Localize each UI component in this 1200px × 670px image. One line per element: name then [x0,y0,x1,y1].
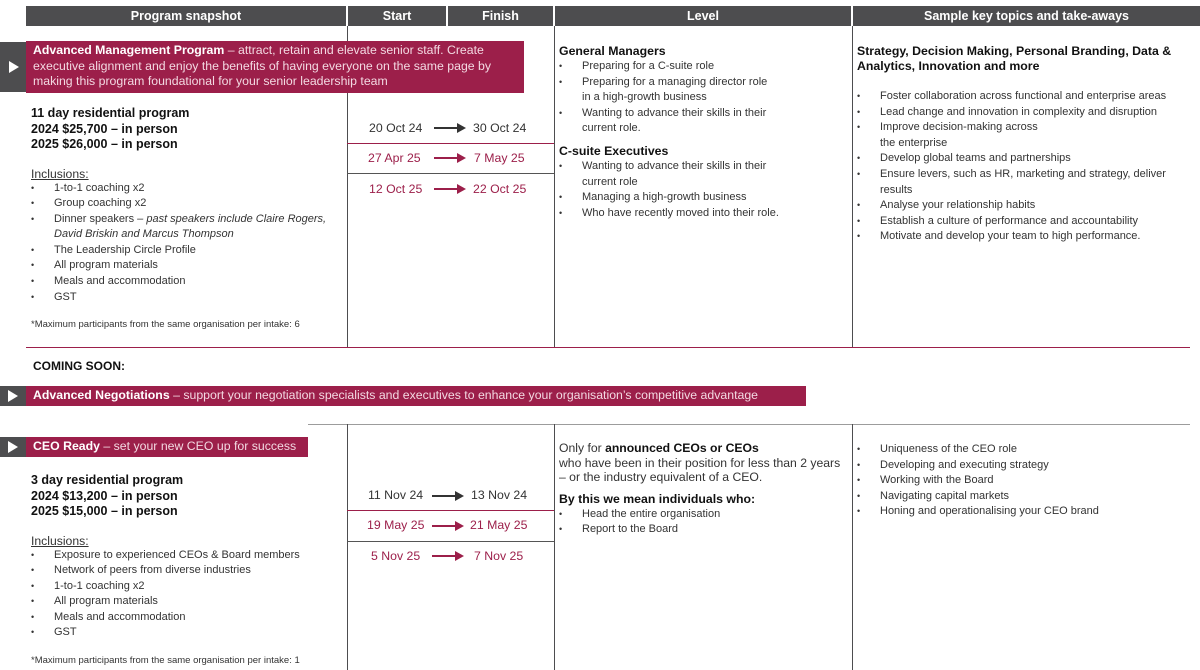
level-list [559,159,849,221]
ceo-tagline: – set your new CEO up for success [99,439,297,453]
coming-soon-label: COMING SOON: [33,359,125,373]
ceo-level [559,441,847,538]
amp-topics [857,44,1177,245]
amp-inclusions-list [31,181,343,306]
date-divider [347,510,554,511]
ceo-finish-date: 13 Nov 24 [471,488,528,502]
amp-price-2024: 2024 $25,700 – in person [31,121,178,136]
section-divider [308,424,1190,425]
list-item: • Head the entire organisation [559,507,847,523]
ceo-inclusions-heading: Inclusions: [31,533,89,548]
arrow-icon [434,188,466,190]
list-item: • Meals and accommodation [31,610,343,626]
amp-start-date: 20 Oct 24 [369,121,423,135]
play-icon [8,441,18,453]
level-list [559,59,849,137]
ceo-title-bar [26,437,308,457]
list-item: • Preparing for a C-suite role [559,59,849,75]
arrow-icon [432,495,464,497]
amp-note: *Maximum participants from the same organisation per intake: 6 [31,319,300,330]
list-item: • Report to the Board [559,522,847,538]
topics-list [857,89,1177,245]
list-item: • Who have recently moved into their role. [559,206,849,222]
column-divider [554,424,555,670]
list-item: • Developing and executing strategy [857,458,1177,474]
list-item: • Dinner speakers – past speakers include Claire Rogers, David Briskin and Marcus Thompson [31,212,343,243]
list-item: • Exposure to experienced CEOs & Board members [31,548,343,564]
ceo-level-intro [559,441,847,485]
list-item: • All program materials [31,258,343,274]
column-divider [554,26,555,348]
ceo-level-intro-rest: who have been in their position for less than 2 years – or the industry equivalent of a CEO. [559,455,841,484]
header-level: Level [555,6,851,26]
negotiations-title: Advanced Negotiations [33,388,170,402]
ceo-price-2024: 2024 $13,200 – in person [31,488,178,503]
ceo-topics [857,442,1177,520]
list-item: • Group coaching x2 [31,196,343,212]
date-divider [347,541,554,542]
negotiations-title-bar [26,386,806,406]
amp-inclusions-heading: Inclusions: [31,166,89,181]
list-item: • GST [31,625,343,641]
list-item: • Wanting to advance their skills in their current role. [559,106,772,137]
arrow-icon [432,555,464,557]
section-divider [26,347,1190,348]
list-item: • Develop global teams and partnerships [857,151,1177,167]
list-item: • Lead change and innovation in complexity and disruption [857,105,1177,121]
list-item: • 1-to-1 coaching x2 [31,579,343,595]
play-icon [9,61,19,73]
list-item: • Analyse your relationship habits [857,198,1177,214]
list-item: • Establish a culture of performance and accountability [857,214,1177,230]
ceo-price-2025: 2025 $15,000 – in person [31,504,178,518]
list-item: • Working with the Board [857,473,1177,489]
amp-price-2025: 2025 $26,000 – in person [31,137,178,151]
list-item: • Meals and accommodation [31,274,343,290]
date-divider [347,173,554,174]
play-icon [8,390,18,402]
ceo-start-date: 19 May 25 [367,518,425,532]
ceo-program-details [31,473,343,641]
topics-list [857,442,1177,520]
speakers-note: – past speakers include Claire Rogers, David Briskin and Marcus Thompson [54,212,327,241]
arrow-icon [432,525,464,527]
ceo-finish-date: 21 May 25 [470,518,528,532]
list-item: • Wanting to advance their skills in their current role [559,159,772,190]
header-start: Start [348,6,446,26]
header-program-snapshot: Program snapshot [26,6,346,26]
list-item: • 1-to-1 coaching x2 [31,181,343,197]
amp-finish-date: 22 Oct 25 [473,182,527,196]
ceo-finish-date: 7 Nov 25 [474,549,524,563]
list-item: • Uniqueness of the CEO role [857,442,1177,458]
amp-title: Advanced Management Program [33,43,225,57]
column-divider [852,26,853,348]
list-item: • Preparing for a managing director role in a high-growth business [559,75,772,106]
ceo-level-intro-prefix: Only for [559,441,606,455]
ceo-title: CEO Ready [33,439,100,453]
amp-tagline: – attract, retain and elevate senior staff. Create executive alignment and enjoy the benefits of having everyone on the same page by making this program foundational for your senior leadership team [33,43,492,88]
list-item: • Foster collaboration across functional and enterprise areas [857,89,1177,105]
list-item: • Improve decision-making across the enterprise [857,120,1050,151]
amp-program-details [31,106,343,305]
amp-start-date: 12 Oct 25 [369,182,423,196]
column-divider [347,424,348,670]
ceo-program-line: 3 day residential program [31,473,184,487]
ceo-note: *Maximum participants from the same organisation per intake: 1 [31,655,300,666]
list-item: • Honing and operationalising your CEO brand [857,504,1177,520]
amp-title-bar [26,41,524,93]
level-heading: General Managers [559,44,666,58]
list-item: • Network of peers from diverse industries [31,563,343,579]
header-topics: Sample key topics and take-aways [853,6,1200,26]
list-item: • GST [31,290,343,306]
list-item: • Managing a high-growth business [559,190,849,206]
list-item: • The Leadership Circle Profile [31,243,343,259]
list-item: • All program materials [31,594,343,610]
amp-level [559,44,849,221]
column-divider [852,424,853,670]
ceo-level-intro-bold: announced CEOs or CEOs [605,441,759,455]
arrow-icon [434,157,466,159]
ceo-start-date: 5 Nov 25 [371,549,421,563]
date-divider [347,143,554,144]
topics-heading: Strategy, Decision Making, Personal Branding, Data & Analytics, Innovation and more [857,44,1172,73]
ceo-inclusions-list [31,548,343,642]
arrow-icon [434,127,466,129]
amp-finish-date: 30 Oct 24 [473,121,527,135]
amp-program-line: 11 day residential program [31,106,190,120]
header-finish: Finish [448,6,553,26]
ceo-start-date: 11 Nov 24 [368,488,424,502]
list-item: • Navigating capital markets [857,489,1177,505]
list-item: • Motivate and develop your team to high performance. [857,229,1177,245]
level-heading: C-suite Executives [559,143,669,158]
ceo-level-mean: By this we mean individuals who: [559,491,756,506]
negotiations-tagline: – support your negotiation specialists and executives to enhance your organisation’s competitive advantage [169,388,758,402]
amp-finish-date: 7 May 25 [474,151,525,165]
list-item: • Ensure levers, such as HR, marketing and strategy, deliver results [857,167,1177,198]
amp-start-date: 27 Apr 25 [368,151,421,165]
level-list [559,507,847,538]
